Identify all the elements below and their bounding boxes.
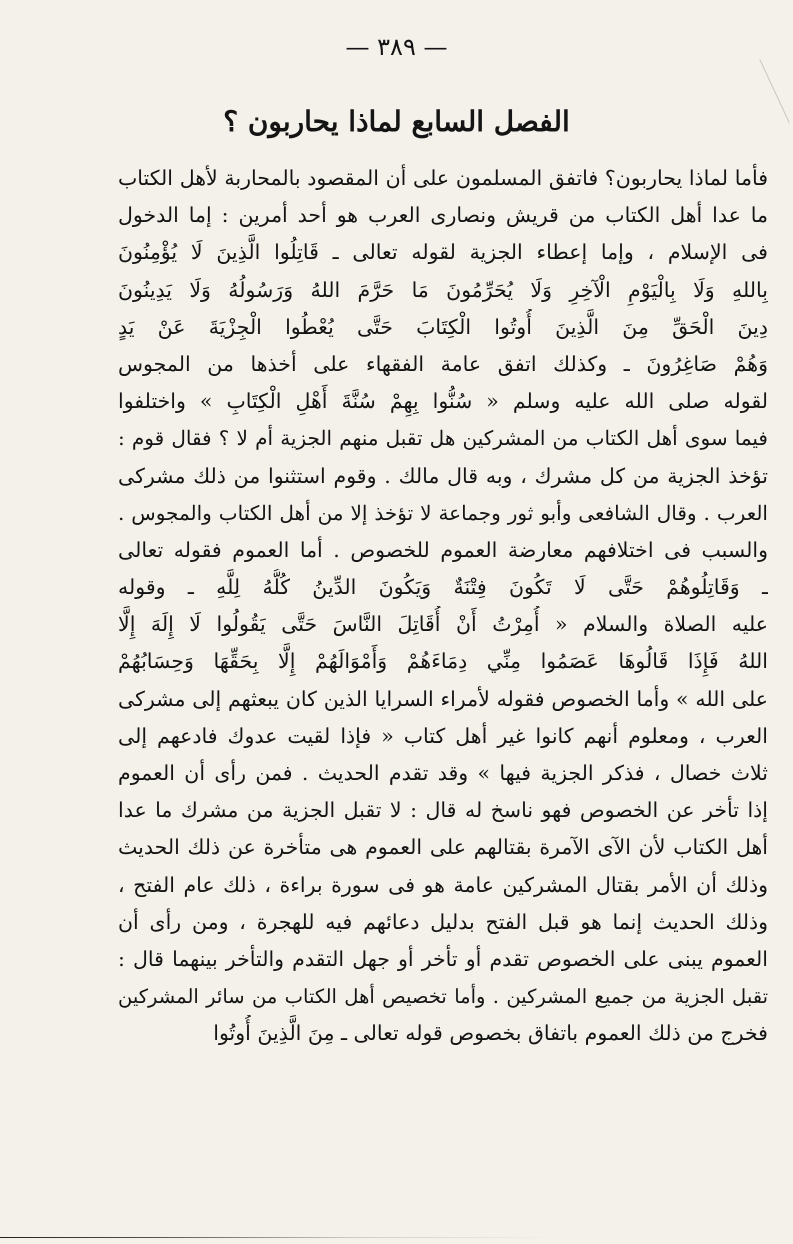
chapter-title: الفصل السابع لماذا يحاربون ؟: [223, 105, 570, 138]
text-line: ثلاث خصال ، فذكر الجزية فيها » وقد تقدم الحديث . فمن رأى أن العموم: [118, 761, 768, 785]
text-line: على الله » وأما الخصوص فقوله لأمراء السرايا الذين كان يبعثهم إلى مشركى: [118, 686, 768, 711]
text-line: العموم يبنى على الخصوص تقدم أو تأخر أو جهل التقدم والتأخر بينهما قال :: [118, 946, 768, 971]
text-line: بِاللهِ وَلَا بِالْيَوْمِ الْآخِرِ وَلَا يُحَرِّمُونَ مَا حَرَّمَ اللهُ وَرَسُولُهُ وَلَا يَدِينُونَ: [118, 277, 768, 302]
text-line: ـ وَقَاتِلُوهُمْ حَتَّى لَا تَكُونَ فِتْنَةٌ وَيَكُونَ الدِّينُ كُلُّهُ لِلَّهِ ـ وقوله: [118, 575, 768, 600]
text-line: تقبل الجزية من جميع المشركين . وأما تخصيص أهل الكتاب من سائر المشركين: [118, 985, 768, 1009]
text-line: وذلك الحديث إنما هو قبل الفتح بدليل دعائهم فيه للهجرة ، ومن رأى أن: [118, 909, 768, 934]
text-line: تؤخذ الجزية من كل مشرك ، وبه قال مالك . وقوم استثنوا من ذلك مشركى: [118, 463, 768, 488]
text-line: أهل الكتاب لأن الآى الآمرة بقتالهم على العموم هى متأخرة عن ذلك الحديث: [118, 835, 768, 860]
page-number: — ٣٨٩ —: [345, 33, 448, 61]
text-line: فأما لماذا يحاربون؟ فاتفق المسلمون على أن المقصود بالمحاربة لأهل الكتاب: [118, 166, 768, 190]
text-line: والسبب فى اختلافهم معارضة العموم للخصوص . أما العموم فقوله تعالى: [118, 537, 768, 562]
text-line: وذلك أن الأمر بقتال المشركين عامة هو فى سورة براءة ، ذلك عام الفتح ،: [118, 872, 768, 897]
text-line: العرب . وقال الشافعى وأبو ثور وجماعة لا تؤخذ إلا من أهل الكتاب والمجوس .: [118, 500, 768, 525]
scan-edge: [0, 1237, 793, 1238]
text-line: عليه الصلاة والسلام « أُمِرْتُ أَنْ أُقَاتِلَ النَّاسَ حَتَّى يَقُولُوا لَا إِلَهَ إِلَّا: [118, 612, 768, 637]
text-line: فى الإسلام ، وإما إعطاء الجزية لقوله تعالى ـ قَاتِلُوا الَّذِينَ لَا يُؤْمِنُونَ: [118, 240, 768, 265]
text-line: ما عدا أهل الكتاب من قريش ونصارى العرب هو أحد أمرين : إما الدخول: [118, 203, 768, 228]
text-line: فيما سوى أهل الكتاب من المشركين هل تقبل منهم الجزية أم لا ؟ فقال قوم :: [118, 426, 768, 451]
text-line: العرب ، ومعلوم أنهم كانوا غير أهل كتاب « فإذا لقيت عدوك فادعهم إلى: [118, 723, 768, 748]
text-line: لقوله صلى الله عليه وسلم « سُنُّوا بِهِمْ سُنَّةَ أَهْلِ الْكِتَابِ » واختلفوا: [118, 389, 768, 414]
text-line: دِينَ الْحَقِّ مِنَ الَّذِينَ أُوتُوا الْكِتَابَ حَتَّى يُعْطُوا الْجِزْيَةَ عَنْ يَدٍ: [118, 314, 768, 339]
text-line: اللهُ فَإِذَا قَالُوهَا عَصَمُوا مِنِّي دِمَاءَهُمْ وَأَمْوَالَهُمْ إِلَّا بِحَقِّهَا وَحِسَابُهُمْ: [118, 649, 768, 674]
text-line: وَهُمْ صَاغِرُونَ ـ وكذلك اتفق عامة الفقهاء على أخذها من المجوس: [118, 351, 768, 376]
body-text: [118, 160, 768, 1053]
text-line: إذا تأخر عن الخصوص فهو ناسخ له قال : لا تقبل الجزية من مشرك ما عدا: [118, 798, 768, 823]
text-line: فخرج من ذلك العموم باتفاق بخصوص قوله تعالى ـ مِنَ الَّذِينَ أُوتُوا: [213, 1021, 768, 1046]
